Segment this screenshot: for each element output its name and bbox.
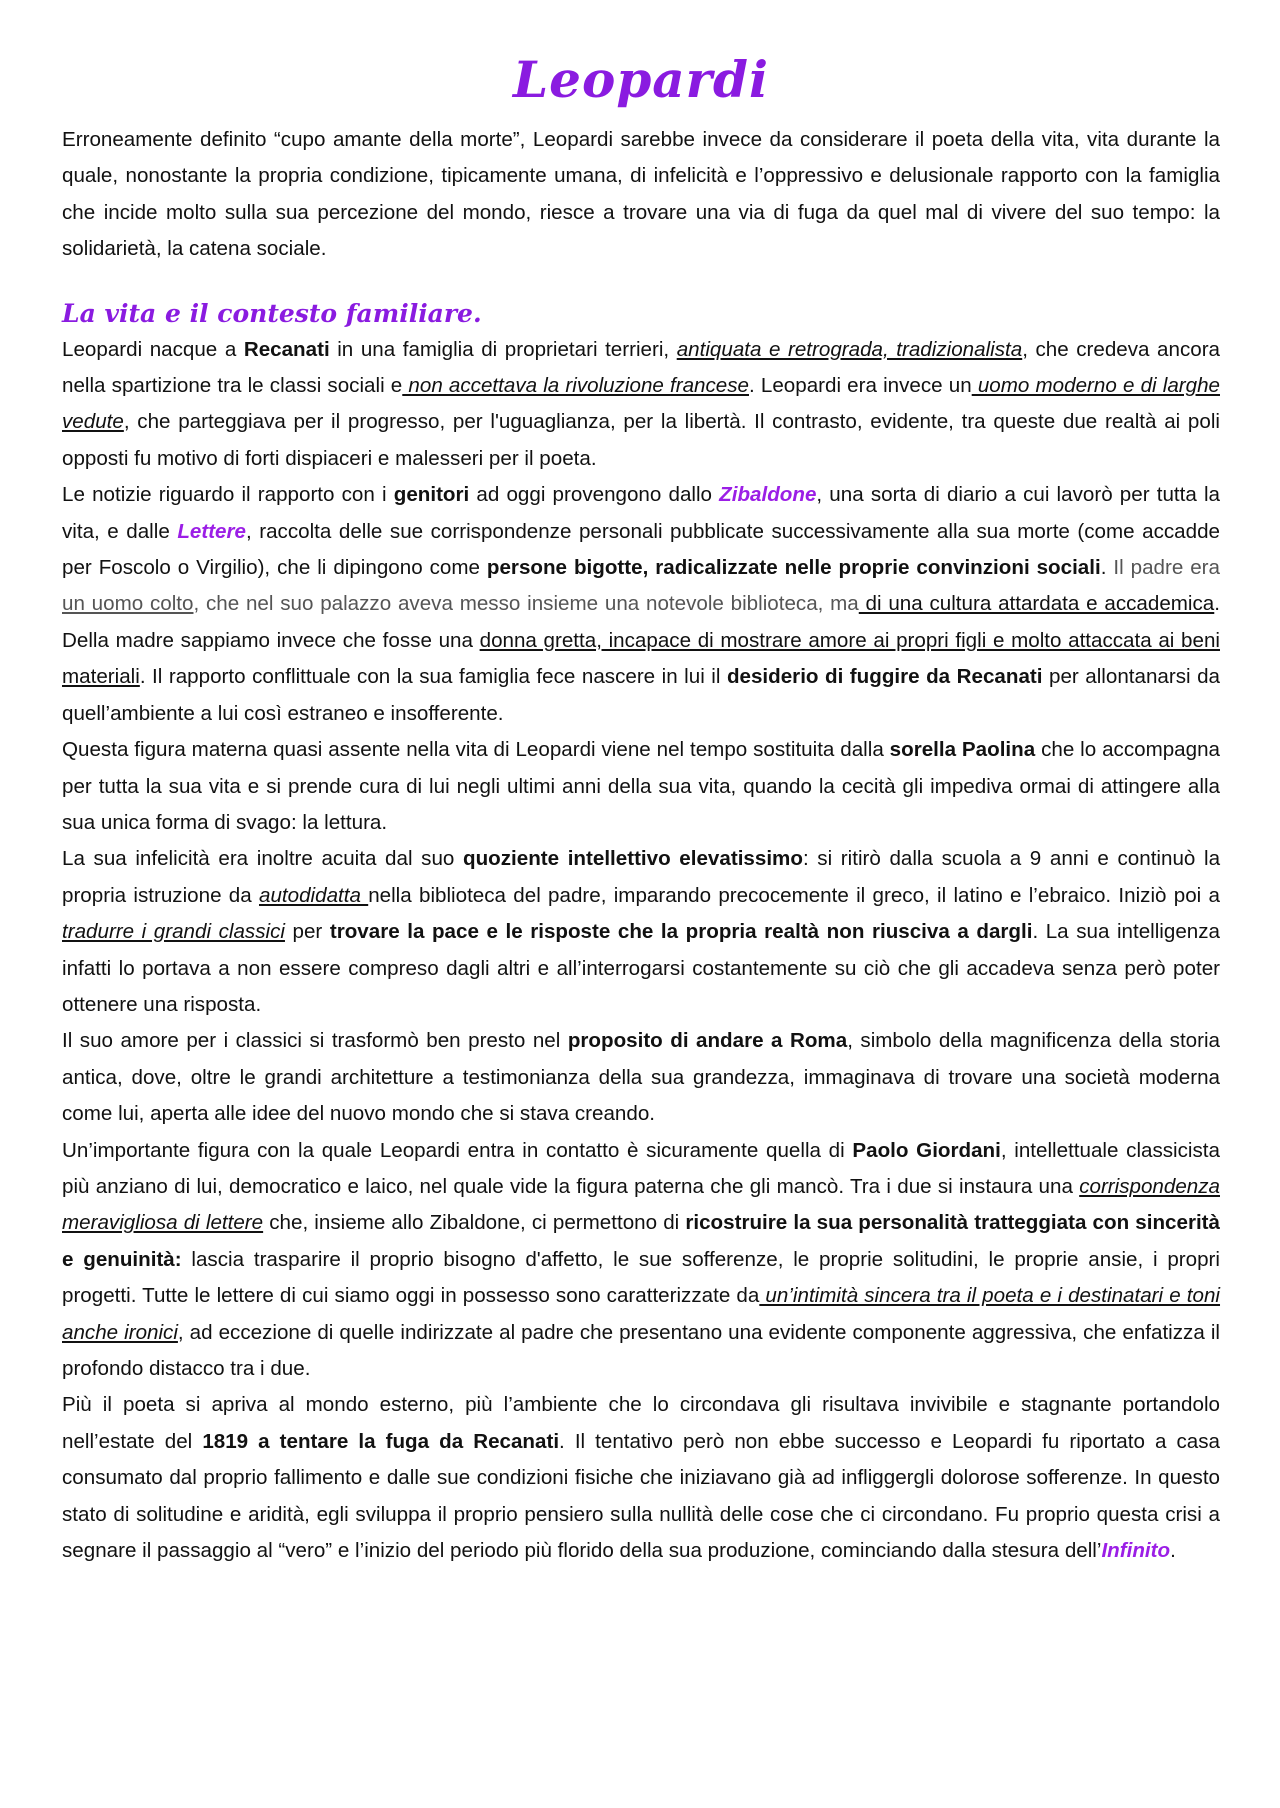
- paragraph-education: [62, 841, 1220, 1023]
- work-title-infinito: Infinito: [1101, 1539, 1171, 1563]
- muted-underline-span: un uomo colto: [62, 592, 194, 616]
- bold-span: genitori: [393, 483, 470, 507]
- bold-span: 1819 a tentare la fuga da Recanati: [202, 1429, 560, 1453]
- bold-span: quoziente intellettivo elevatissimo: [462, 847, 803, 871]
- intro-paragraph: Erroneamente definito “cupo amante della morte”, Leopardi sarebbe invece da considerare il poeta della vita, vita durante la quale, nonostante la propria condizione, tipicamente umana, di infelicità e l’oppressivo e delusionale rapporto con la famiglia che incide molto sulla sua percezione del mondo, riesce a trovare una via di fuga da quel mal di vivere del suo tempo: la solidarietà, la catena sociale.: [62, 128, 1220, 261]
- text-span: ad oggi provengono dallo: [469, 483, 720, 507]
- bold-span: sorella Paolina: [889, 738, 1036, 762]
- paragraph-rome: [62, 1023, 1220, 1132]
- paragraph-escape: [62, 1387, 1220, 1569]
- text-span: . La sua intelligenza infatti lo portava a non essere compreso dagli altri e all’interrogarsi costantemente su ciò che gli accadeva senza però poter ottenere una risposta.: [62, 920, 1220, 1016]
- underline-italic-span: un’intimità sincera tra il poeta e i destinatari e toni anche ironici: [62, 1284, 1221, 1344]
- bold-span: ricostruire la sua personalità tratteggiata con sincerità e genuinità:: [62, 1211, 1220, 1271]
- text-span: .: [1100, 556, 1114, 580]
- work-title-zibaldone: Zibaldone: [719, 483, 817, 507]
- text-span: Questa figura materna quasi assente nella vita di Leopardi viene nel tempo sostituita dalla: [62, 738, 890, 762]
- paragraph-paolina: [62, 732, 1220, 841]
- text-span: lascia trasparire il proprio bisogno d'affetto, le sue sofferenze, le proprie solitudini, le proprie ansie, i propri progetti. Tutte le lettere di cui siamo oggi in possesso sono caratterizzate da: [62, 1247, 1220, 1308]
- paragraph-giordani: [62, 1133, 1220, 1388]
- underline-span: donna gretta, incapace di mostrare amore ai propri figli e molto attaccata ai beni materiali: [62, 628, 1220, 689]
- text-span: . Leopardi era invece un: [749, 374, 972, 398]
- text-span: La sua infelicità era inoltre acuita dal suo: [62, 847, 463, 871]
- page-title: Leopardi: [513, 50, 769, 109]
- underline-italic-span: tradurre i grandi classici: [62, 920, 285, 944]
- text-span: nella biblioteca del padre, imparando precocemente il greco, il latino e l’ebraico. Iniziò poi a: [368, 883, 1220, 907]
- text-span: Il suo amore per i classici si trasformò ben presto nel: [62, 1029, 568, 1053]
- text-span: Leopardi nacque a: [62, 337, 244, 361]
- text-span: , una sorta di diario a cui lavorò per tutta la vita, e dalle: [62, 483, 1220, 543]
- text-span: : si ritirò dalla scuola a 9 anni e continuò la propria istruzione da: [62, 847, 1221, 907]
- underline-italic-span: autodidatta: [259, 883, 369, 907]
- paragraph-family: [62, 332, 1220, 478]
- underline-italic-span: corrispondenza meravigliosa di lettere: [62, 1174, 1220, 1235]
- text-span: per: [284, 920, 330, 944]
- underline-italic-span: uomo moderno e di larghe vedute: [62, 374, 1220, 434]
- text-span: . Il tentativo però non ebbe successo e Leopardi fu riportato a casa consumato dal proprio fallimento e dalle sue condizioni fisiche che iniziavano già ad infliggergli dolorose sofferenze. In questo stato di solitudine e aridità, egli sviluppa il proprio pensiero sulla nullità delle cose che ci circondano. Fu proprio questa crisi a segnare il passaggio al “vero” e l’inizio del periodo più florido della sua produzione, cominciando dalla stesura dell’: [62, 1429, 1220, 1563]
- work-title-lettere: Lettere: [177, 519, 246, 543]
- bold-span: Paolo Giordani: [852, 1138, 1001, 1162]
- bold-span: Recanati: [243, 337, 330, 361]
- text-span: , ad eccezione di quelle indirizzate al padre che presentano una evidente componente aggressiva, che enfatizza il profondo distacco tra i due.: [62, 1320, 1220, 1380]
- text-span: , intellettuale classicista più anziano di lui, democratico e laico, nel quale vide la figura paterna che gli mancò. Tra i due si instaura una: [62, 1138, 1220, 1198]
- text-span: .: [1170, 1539, 1176, 1563]
- text-span: , che parteggiava per il progresso, per l'uguaglianza, per la libertà. Il contrasto, evidente, tra queste due realtà ai poli opposti fu motivo di forti dispiaceri e malesseri per il poeta.: [62, 410, 1220, 470]
- bold-span: proposito di andare a Roma: [567, 1029, 848, 1053]
- muted-span: Il padre era: [1113, 556, 1220, 580]
- bold-span: persone bigotte, radicalizzate nelle proprie convinzioni sociali: [486, 556, 1101, 580]
- bold-span: desiderio di fuggire da Recanati: [726, 665, 1043, 689]
- text-span: , simbolo della magnificenza della storia antica, dove, oltre le grandi architetture a testimonianza della sua grandezza, immaginava di trovare una società moderna come lui, aperta alle idee del nuovo mondo che si stava creando.: [62, 1029, 1220, 1126]
- underline-span: di una cultura attardata e accademica: [858, 592, 1215, 616]
- text-span: Più il poeta si apriva al mondo esterno, più l’ambiente che lo circondava gli risultava invivibile e stagnante portandolo nell’estate del: [62, 1393, 1220, 1453]
- text-span: che, insieme allo Zibaldone, ci permettono di: [263, 1211, 686, 1235]
- text-span: per allontanarsi da quell’ambiente a lui così estraneo e insofferente.: [62, 665, 1220, 725]
- text-span: in una famiglia di proprietari terrieri,: [329, 337, 677, 361]
- underline-italic-span: antiquata e retrograda, tradizionalista: [676, 337, 1023, 361]
- text-span: che lo accompagna per tutta la sua vita e si prende cura di lui negli ultimi anni della sua vita, quando la cecità gli impediva ormai di attingere alla sua unica forma di svago: la lettura.: [62, 738, 1220, 834]
- section-title: La vita e il contesto familiare.: [62, 298, 482, 328]
- text-span: . Il rapporto conflittuale con la sua famiglia fece nascere in lui il: [139, 665, 727, 689]
- text-span: Un’importante figura con la quale Leopardi entra in contatto è sicuramente quella di: [62, 1138, 853, 1162]
- text-span: . Della madre sappiamo invece che fosse una: [62, 592, 1220, 652]
- text-span: , raccolta delle sue corrispondenze personali pubblicate successivamente alla sua morte (come accadde per Foscolo o Virgilio), che li dipingono come: [62, 519, 1220, 580]
- bold-span: trovare la pace e le risposte che la propria realtà non riusciva a dargli: [329, 920, 1033, 944]
- muted-span: , che nel suo palazzo aveva messo insieme una notevole biblioteca, ma: [193, 592, 859, 616]
- paragraph-parents: [62, 477, 1220, 732]
- text-span: , che credeva ancora nella spartizione tra le classi sociali e: [62, 337, 1221, 398]
- underline-italic-span: non accettava la rivoluzione francese: [402, 374, 749, 398]
- text-span: Le notizie riguardo il rapporto con i: [62, 483, 394, 507]
